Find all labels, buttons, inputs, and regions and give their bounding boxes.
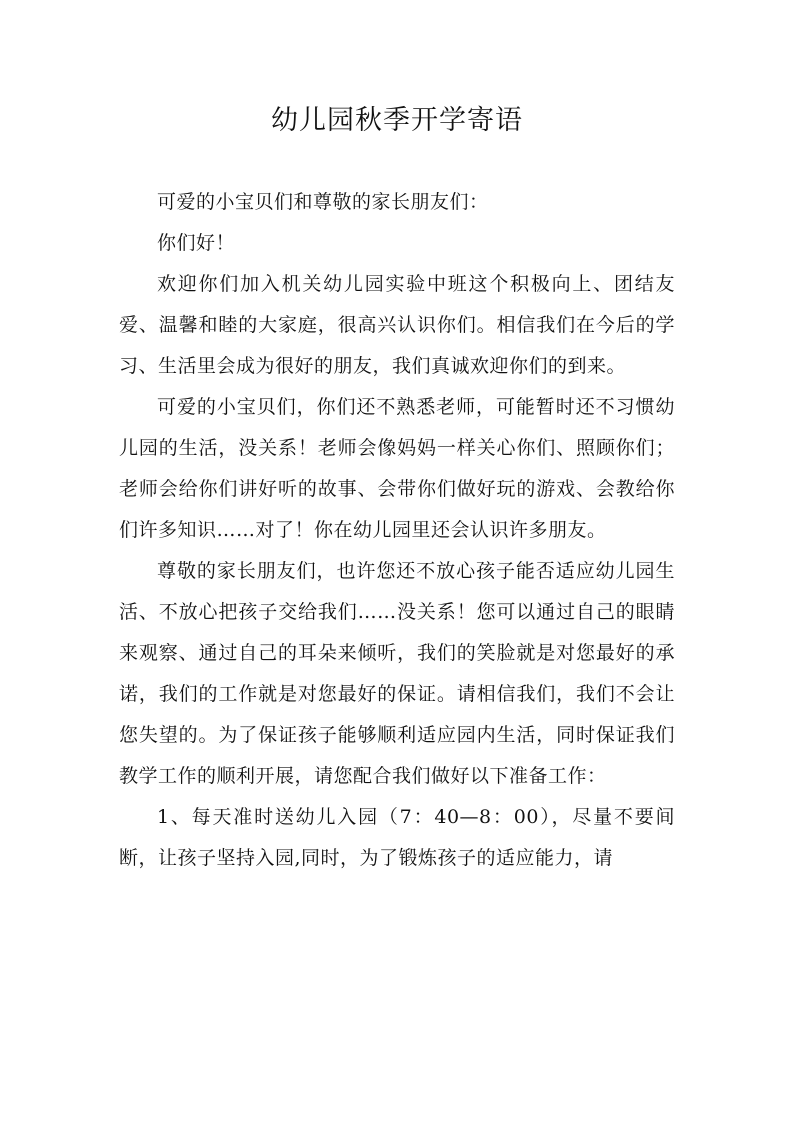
greeting-paragraph: 你们好！	[157, 232, 236, 254]
item-1-paragraph: 1、每天准时送幼儿入园（7：40—8：00），尽量不要间断，让孩子坚持入园,同时，为了锻炼孩子的适应能力，请	[119, 806, 675, 869]
parents-paragraph: 尊敬的家长朋友们，也许您还不放心孩子能否适应幼儿园生活、不放心把孩子交给我们……没关系！您可以通过自己的眼睛来观察、通过自己的耳朵来倾听，我们的笑脸就是对您最好的承诺，我们的工作就是对您最好的保证。请相信我们，我们不会让您失望的。为了保证孩子能够顺利适应园内生活，同时保证我们教学工作的顺利开展，请您配合我们做好以下准备工作：	[119, 560, 675, 787]
welcome-paragraph: 欢迎你们加入机关幼儿园实验中班这个积极向上、团结友爱、温馨和睦的大家庭，很高兴认识你们。相信我们在今后的学习、生活里会成为很好的朋友，我们真诚欢迎你们的到来。	[119, 273, 675, 377]
children-paragraph: 可爱的小宝贝们，你们还不熟悉老师，可能暂时还不习惯幼儿园的生活，没关系！老师会像妈妈一样关心你们、照顾你们；老师会给你们讲好听的故事、会带你们做好玩的游戏、会教给你们许多知识……对了！你在幼儿园里还会认识许多朋友。	[119, 396, 675, 541]
document-title: 幼儿园秋季开学寄语	[271, 105, 523, 136]
salutation-paragraph: 可爱的小宝贝们和尊敬的家长朋友们：	[157, 191, 489, 213]
document-body	[119, 182, 675, 879]
